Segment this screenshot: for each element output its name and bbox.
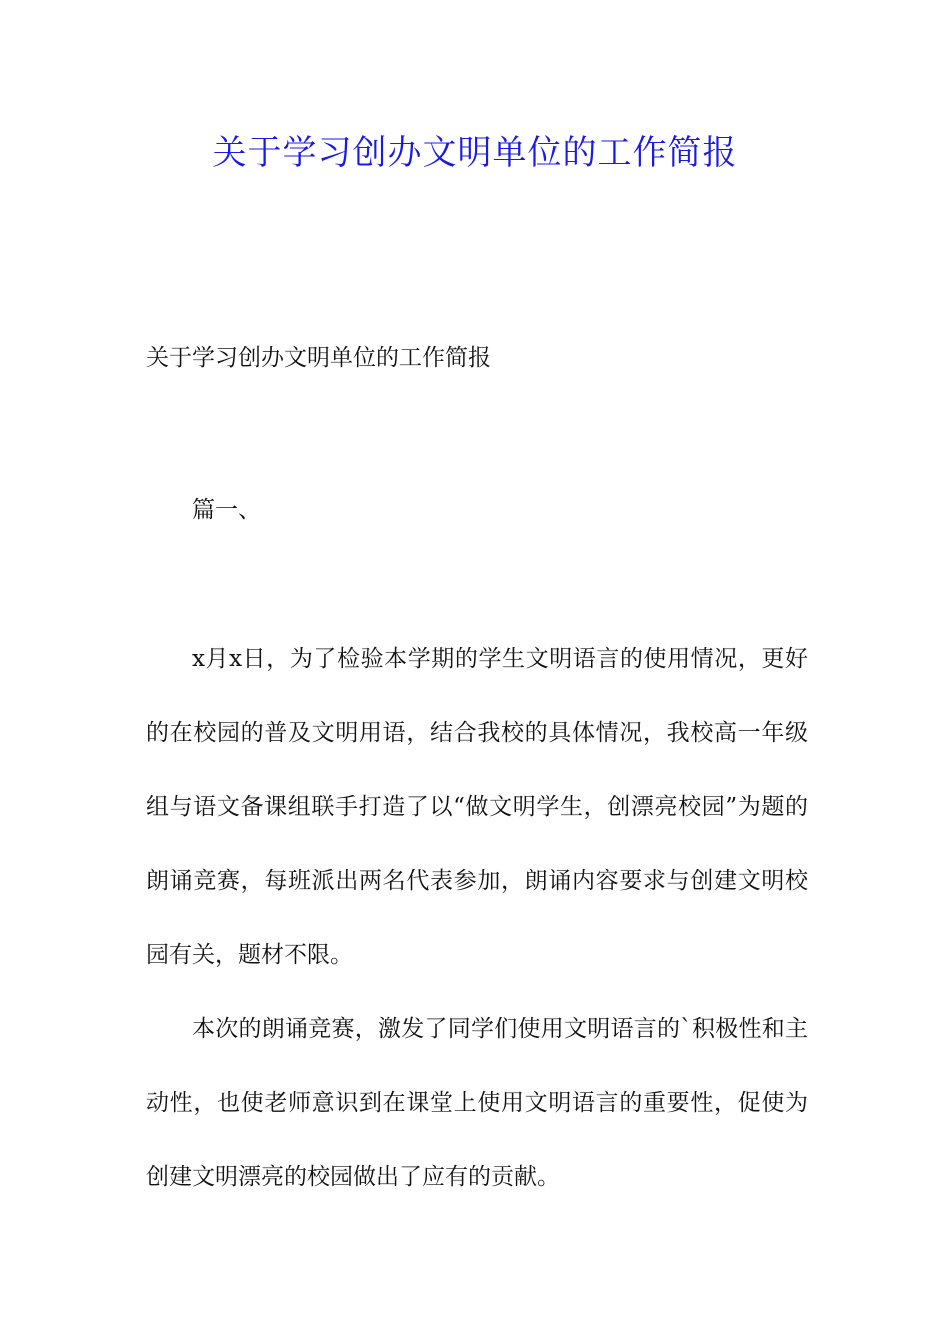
document-title: 关于学习创办文明单位的工作简报 xyxy=(212,133,738,173)
section-heading: 篇一、 xyxy=(192,497,261,523)
body-paragraph: 本次的朗诵竞赛，激发了同学们使用文明语言的`积极性和主动性，也使老师意识到在课堂上使用文明语言的重要性，促使为创建文明漂亮的校园做出了应有的贡献。 xyxy=(146,1016,808,1190)
body-paragraph: x月x日，为了检验本学期的学生文明语言的使用情况，更好的在校园的普及文明用语，结合我校的具体情况，我校高一年级组与语文备课组联手打造了以“做文明学生，创漂亮校园”为题的朗诵竞赛，每班派出两名代表参加，朗诵内容要求与创建文明校园有关，题材不限。 xyxy=(146,646,808,968)
document-subtitle: 关于学习创办文明单位的工作简报 xyxy=(146,345,491,371)
